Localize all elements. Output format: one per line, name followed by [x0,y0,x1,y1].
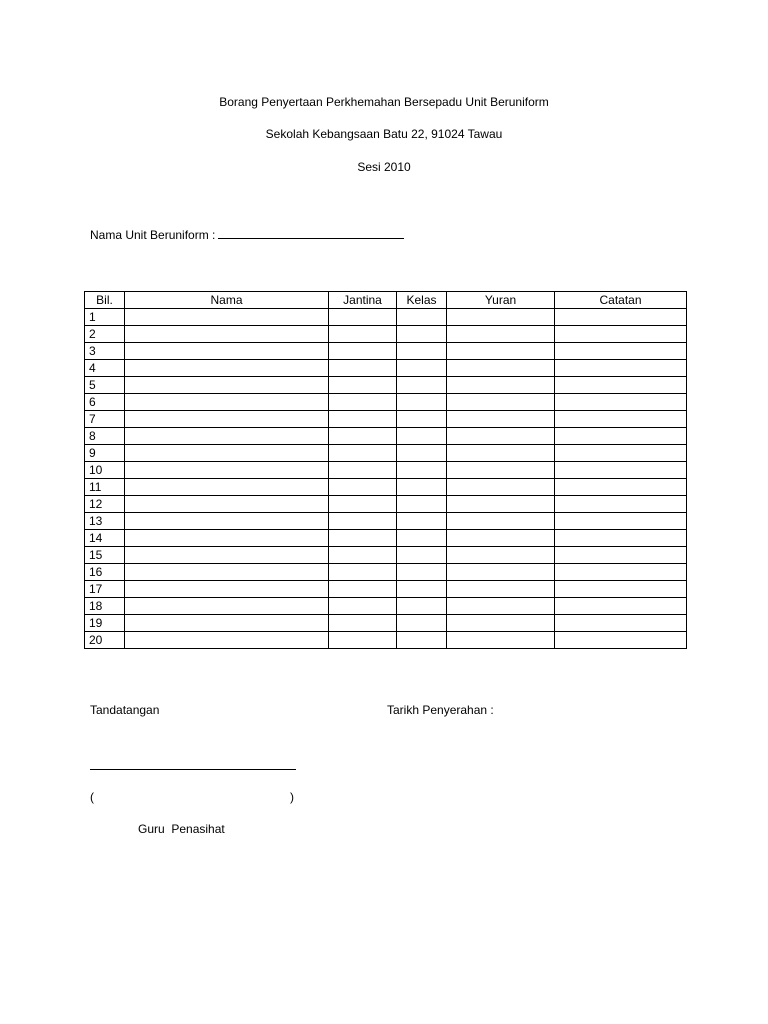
class-cell[interactable] [397,445,447,462]
fee-cell[interactable] [447,360,555,377]
row-number: 11 [85,479,125,496]
notes-cell[interactable] [555,479,687,496]
gender-cell[interactable] [329,581,397,598]
fee-cell[interactable] [447,632,555,649]
fee-cell[interactable] [447,615,555,632]
name-cell[interactable] [125,598,329,615]
table-row [85,513,687,530]
table-row [85,581,687,598]
class-cell[interactable] [397,598,447,615]
notes-cell[interactable] [555,513,687,530]
notes-cell[interactable] [555,309,687,326]
class-cell[interactable] [397,411,447,428]
name-cell[interactable] [125,547,329,564]
notes-cell[interactable] [555,615,687,632]
unit-name-field [90,227,404,242]
fee-cell[interactable] [447,462,555,479]
table-row [85,496,687,513]
gender-cell[interactable] [329,513,397,530]
class-cell[interactable] [397,615,447,632]
row-number: 16 [85,564,125,581]
name-cell[interactable] [125,615,329,632]
class-cell[interactable] [397,564,447,581]
fee-cell[interactable] [447,496,555,513]
gender-cell[interactable] [329,564,397,581]
name-cell[interactable] [125,343,329,360]
notes-cell[interactable] [555,326,687,343]
fee-cell[interactable] [447,326,555,343]
notes-cell[interactable] [555,598,687,615]
name-cell[interactable] [125,564,329,581]
gender-cell[interactable] [329,428,397,445]
gender-cell[interactable] [329,530,397,547]
table-row [85,615,687,632]
fee-cell[interactable] [447,309,555,326]
class-cell[interactable] [397,632,447,649]
gender-cell[interactable] [329,462,397,479]
table-row [85,462,687,479]
gender-cell[interactable] [329,394,397,411]
table-row [85,598,687,615]
table-row [85,547,687,564]
name-cell[interactable] [125,462,329,479]
column-header: Jantina [329,292,397,309]
row-number: 3 [85,343,125,360]
notes-cell[interactable] [555,377,687,394]
table-row [85,632,687,649]
class-cell[interactable] [397,360,447,377]
name-cell[interactable] [125,394,329,411]
row-number: 17 [85,581,125,598]
name-paren-close: ) [290,790,294,804]
name-cell[interactable] [125,411,329,428]
gender-cell[interactable] [329,360,397,377]
column-header: Bil. [85,292,125,309]
name-cell[interactable] [125,496,329,513]
gender-cell[interactable] [329,343,397,360]
gender-cell[interactable] [329,496,397,513]
row-number: 7 [85,411,125,428]
row-number: 20 [85,632,125,649]
table-row [85,326,687,343]
class-cell[interactable] [397,343,447,360]
row-number: 2 [85,326,125,343]
school-name: Sekolah Kebangsaan Batu 22, 91024 Tawau [265,127,503,141]
row-number: 14 [85,530,125,547]
gender-cell[interactable] [329,445,397,462]
table-row [85,377,687,394]
row-number: 12 [85,496,125,513]
column-header: Yuran [447,292,555,309]
session-label: Sesi 2010 [357,160,411,174]
table-row [85,411,687,428]
class-cell[interactable] [397,428,447,445]
fee-cell[interactable] [447,479,555,496]
name-cell[interactable] [125,377,329,394]
fee-cell[interactable] [447,530,555,547]
row-number: 4 [85,360,125,377]
class-cell[interactable] [397,530,447,547]
name-cell[interactable] [125,326,329,343]
signature-label: Tandatangan [90,703,160,717]
table-row [85,530,687,547]
class-cell[interactable] [397,462,447,479]
table-row [85,445,687,462]
gender-cell[interactable] [329,479,397,496]
name-cell[interactable] [125,479,329,496]
gender-cell[interactable] [329,547,397,564]
submission-date-label: Tarikh Penyerahan : [387,703,494,717]
fee-cell[interactable] [447,394,555,411]
participant-table [84,291,687,649]
row-number: 1 [85,309,125,326]
name-cell[interactable] [125,309,329,326]
fee-cell[interactable] [447,445,555,462]
column-header: Catatan [555,292,687,309]
fee-cell[interactable] [447,428,555,445]
notes-cell[interactable] [555,360,687,377]
notes-cell[interactable] [555,445,687,462]
notes-cell[interactable] [555,632,687,649]
fee-cell[interactable] [447,564,555,581]
class-cell[interactable] [397,581,447,598]
unit-name-label: Nama Unit Beruniform : [90,228,216,242]
fee-cell[interactable] [447,343,555,360]
fee-cell[interactable] [447,411,555,428]
table-header-row [85,292,687,309]
gender-cell[interactable] [329,326,397,343]
notes-cell[interactable] [555,564,687,581]
name-cell[interactable] [125,428,329,445]
name-cell[interactable] [125,513,329,530]
notes-cell[interactable] [555,496,687,513]
signature-line[interactable] [90,769,296,770]
form-title: Borang Penyertaan Perkhemahan Bersepadu Unit Beruniform [219,95,549,109]
name-cell[interactable] [125,581,329,598]
gender-cell[interactable] [329,377,397,394]
row-number: 5 [85,377,125,394]
fee-cell[interactable] [447,547,555,564]
name-cell[interactable] [125,445,329,462]
notes-cell[interactable] [555,462,687,479]
gender-cell[interactable] [329,615,397,632]
table-row [85,309,687,326]
table-row [85,394,687,411]
class-cell[interactable] [397,394,447,411]
class-cell[interactable] [397,513,447,530]
column-header: Kelas [397,292,447,309]
table-row [85,479,687,496]
unit-name-blank-line[interactable] [218,227,404,239]
fee-cell[interactable] [447,377,555,394]
class-cell[interactable] [397,547,447,564]
table-row [85,428,687,445]
class-cell[interactable] [397,479,447,496]
column-header: Nama [125,292,329,309]
notes-cell[interactable] [555,428,687,445]
row-number: 19 [85,615,125,632]
fee-cell[interactable] [447,598,555,615]
table-row [85,343,687,360]
fee-cell[interactable] [447,581,555,598]
row-number: 9 [85,445,125,462]
advisor-role-label: Guru Penasihat [138,822,225,836]
name-cell[interactable] [125,360,329,377]
notes-cell[interactable] [555,394,687,411]
class-cell[interactable] [397,377,447,394]
name-cell[interactable] [125,530,329,547]
row-number: 13 [85,513,125,530]
notes-cell[interactable] [555,343,687,360]
gender-cell[interactable] [329,632,397,649]
row-number: 8 [85,428,125,445]
row-number: 18 [85,598,125,615]
notes-cell[interactable] [555,530,687,547]
row-number: 6 [85,394,125,411]
fee-cell[interactable] [447,513,555,530]
name-paren-open: ( [90,790,94,804]
notes-cell[interactable] [555,547,687,564]
class-cell[interactable] [397,496,447,513]
table-row [85,564,687,581]
row-number: 15 [85,547,125,564]
name-cell[interactable] [125,632,329,649]
notes-cell[interactable] [555,411,687,428]
class-cell[interactable] [397,326,447,343]
row-number: 10 [85,462,125,479]
notes-cell[interactable] [555,581,687,598]
gender-cell[interactable] [329,598,397,615]
gender-cell[interactable] [329,309,397,326]
table-body [85,309,687,649]
gender-cell[interactable] [329,411,397,428]
class-cell[interactable] [397,309,447,326]
table-row [85,360,687,377]
